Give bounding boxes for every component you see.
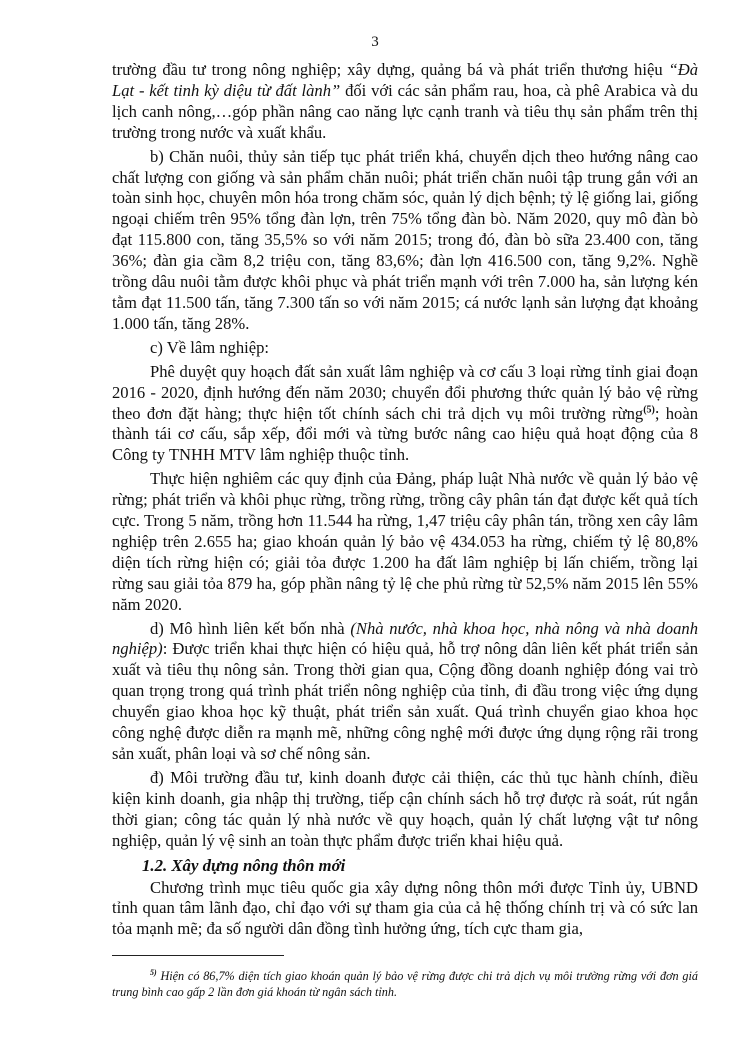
brand-slogan: “Đà Lạt - kết tinh kỳ diệu từ đất lành” [112, 60, 698, 100]
paragraph-text: : Được triển khai thực hiện có hiệu quả, hỗ trợ nông dân liên kết phát triển sản xuất và tiêu thụ nông sản. Trong thời gian qua, Cộng đồng doanh nghiệp đóng vai trò quan trọng trong quá trình phát triển nông nghiệp của tỉnh, đi đầu trong việc ứng dụng chuyển giao khoa học kỹ thuật, phát triển sản xuất. Quá trình chuyển giao khoa học công nghệ được diễn ra mạnh mẽ, những công nghệ mới được ứng dụng rộng rãi trong sản xuất, phân loại và sơ chế nông sản. [112, 639, 698, 763]
footnote [112, 968, 698, 1000]
page-number: 3 [371, 34, 379, 50]
section-heading: 1.2. Xây dựng nông thôn mới [142, 855, 346, 875]
paragraph-continuation [112, 60, 698, 144]
paragraph-new-rural: Chương trình mục tiêu quốc gia xây dựng nông thôn mới được Tỉnh ủy, UBND tỉnh quan tâm lãnh đạo, chỉ đạo với sự tham gia của cả hệ thống chính trị và có sức lan tỏa mạnh mẽ; đa số người dân đồng tình hưởng ứng, tích cực tham gia, [112, 877, 698, 939]
footnote-divider [112, 955, 284, 956]
paragraph-forestry-heading: c) Về lâm nghiệp: [150, 337, 270, 357]
paragraph-livestock: b) Chăn nuôi, thủy sản tiếp tục phát triển khá, chuyển dịch theo hướng nâng cao chất lượng con giống và sản phẩm chăn nuôi; phát triển chăn nuôi tập trung gắn với an toàn sinh học, chuyên môn hóa trong chăm sóc, quản lý dịch bệnh; tỷ lệ giống lai, giống ngoại chiếm trên 95% tổng đàn lợn, trên 75% tổng đàn bò. Năm 2020, quy mô đàn bò đạt 115.800 con, tăng 35,5% so với năm 2015; trong đó, đàn bò sữa 23.400 con, tăng 36%; đàn gia cầm 8,2 triệu con, tăng 83,6%; đàn lợn 416.500 con, tăng 9,2%. Nghề trồng dâu nuôi tằm được khôi phục và phát triển mạnh với trên 7.000 ha, sản lượng kén tằm đạt 11.500 tấn, tăng 7.300 tấn so với năm 2015; cá nước lạnh sản lượng đạt khoảng 1.000 tấn, tăng 28%. [112, 146, 698, 333]
footnote-text: Hiện có 86,7% diện tích giao khoán quản lý bảo vệ rừng được chi trả dịch vụ môi trường rừng với đơn giá trung bình cao gấp 2 lần đơn giá khoán từ ngân sách tỉnh. [112, 969, 698, 999]
paragraph-text: đối với các sản phẩm rau, hoa, cà phê Arabica và du lịch canh nông,…góp phần nâng cao năng lực cạnh tranh và tiêu thụ sản phẩm trên thị trường trong nước và xuất khẩu. [112, 80, 698, 142]
footnote-marker: 5) [150, 967, 157, 977]
paragraph-four-party-model [112, 619, 698, 765]
paragraph-text: Phê duyệt quy hoạch đất sản xuất lâm nghiệp và cơ cấu 3 loại rừng tỉnh giai đoạn 2016 - 2020, định hướng đến năm 2030; chuyển đổi phương thức quản lý bảo vệ rừng theo đơn đặt hàng; thực hiện tốt chính sách chi trả dịch vụ môi trường rừng [112, 361, 698, 423]
paragraph-forest-protection: Thực hiện nghiêm các quy định của Đảng, pháp luật Nhà nước về quản lý bảo vệ rừng; phát triển và khôi phục rừng, trồng rừng, trồng cây phân tán đạt được kết quả tích cực. Trong 5 năm, trồng hơn 11.544 ha rừng, 1,47 triệu cây phân tán, trồng xen cây lâm nghiệp trên 2.655 ha; giao khoán quản lý bảo vệ 434.053 ha rừng, chiếm tỷ lệ 80,8% diện tích rừng hiện có; giải tỏa được 1.200 ha đất lâm nghiệp bị lấn chiếm, trồng lại rừng sau giải tỏa 879 ha, góp phần nâng tỷ lệ che phủ rừng từ 52,5% năm 2015 lên 55% năm 2020. [112, 469, 698, 614]
paragraph-forestry-planning [112, 362, 698, 467]
paragraph-text: ; hoàn thành tái cơ cấu, sắp xếp, đổi mới và từng bước nâng cao hiệu quả hoạt động của 8 Công ty TNHH MTV lâm nghiệp thuộc tỉnh. [112, 403, 698, 465]
footnote-reference: (5) [643, 403, 655, 415]
paragraph-text: d) Mô hình liên kết bốn nhà [150, 618, 351, 638]
paragraph-investment-environment: đ) Môi trường đầu tư, kinh doanh được cải thiện, các thủ tục hành chính, điều kiện kinh doanh, gia nhập thị trường, tiếp cận chính sách hỗ trợ được rà soát, rút ngắn thời gian; công tác quản lý nhà nước về quy hoạch, quản lý chất lượng vật tư nông nghiệp, quản lý vệ sinh an toàn thực phẩm được triển khai hiệu quả. [112, 767, 698, 850]
paragraph-text: trường đầu tư trong nông nghiệp; xây dựng, quảng bá và phát triển thương hiệu [112, 60, 669, 79]
paragraph-italic-text: (Nhà nước, nhà khoa học, nhà nông và nhà doanh nghiệp) [112, 618, 698, 659]
document-body [112, 60, 698, 943]
